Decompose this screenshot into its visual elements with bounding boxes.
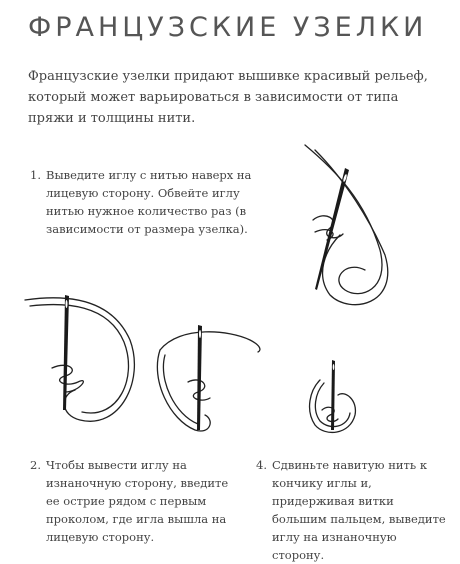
step-2 [30, 456, 245, 546]
illustration-step-4-knot [300, 355, 375, 445]
illustration-step-3-pull [150, 320, 290, 450]
intro-paragraph: Французские узелки придают вышивке красивый рельеф, который может варьироваться в зависимости от типа пряжи и толщины нити. [28, 69, 428, 126]
illustration-step-1-wrapping [285, 140, 425, 320]
page-title: ФРАНЦУЗСКИЕ УЗЕЛКИ [28, 12, 428, 43]
step-1 [30, 166, 270, 238]
step-1-text: Выведите иглу с нитью наверх на лицевую сторону. Обвейте иглу нитью нужное количество раз (в зависимости от размера узелка). [46, 168, 252, 236]
illustration-step-2-insert [20, 280, 150, 445]
step-4-text: Сдвиньте навитую нить к кончику иглы и, придерживая витки большим пальцем, выведите иглу на изнаночную сторону. [272, 458, 446, 562]
step-4-number: 4. [256, 458, 267, 472]
step-2-number: 2. [30, 458, 41, 472]
step-1-number: 1. [30, 168, 41, 182]
step-4 [256, 456, 446, 564]
step-2-text: Чтобы вывести иглу на изнаночную сторону, введите ее острие рядом с первым проколом, где игла вышла на лицевую сторону. [46, 458, 229, 544]
